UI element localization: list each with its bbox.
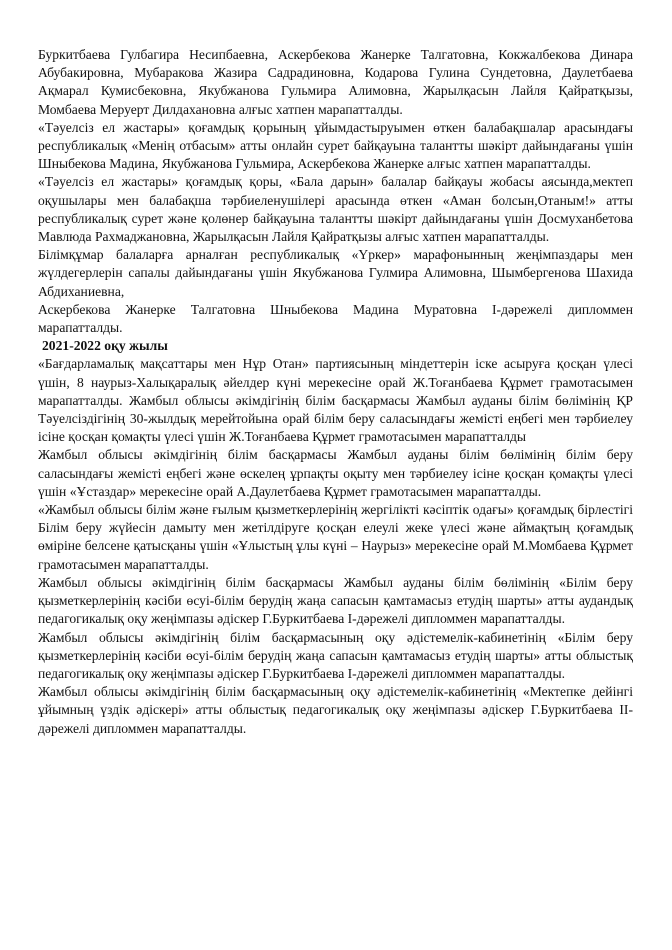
- award-paragraph: Білімқұмар балаларға арналған республикалық «Үркер» марафонынның жеңімпаздары мен жүлдегерлерін сапалы дайындағаны үшін Якубжанова Гулмира Алимовна, Шымбергенова Шахида Абдиханиевна,: [38, 247, 633, 299]
- award-paragraph: «Бағдарламалық мақсаттары мен Нұр Отан» партиясының міндеттерін іске асыруға қосқан үлесі үшін, 8 наурыз-Халықаралық әйелдер күні мерекесіне орай Ж.Тоғанбаева Құрмет грамотасымен марапатталды. Жамбыл облысы әкімдігінің білім басқармасы Жамбыл ауданы білім бөлімінің ҚР Тәуелсіздігінің 30-жылдық мерейтойына орай білім беру саласындағы жемісті еңбегі мен тәрбиелеу ісіне қосқан қомақты үлесі үшін Ж.Тоғанбаева Құрмет грамотасымен марапатталды: [38, 356, 633, 445]
- award-paragraph: Жамбыл облысы әкімдігінің білім басқармасы Жамбыл ауданы білім бөлімінің білім беру саласындағы жемісті еңбегі және өскелең ұрпақты оқыту мен тәрбиелеу ісіне қосқан қомақты үлесі үшін «Ұстаздар» мерекесіне орай А.Даулетбаева Құрмет грамотасымен марапатталды.: [38, 447, 633, 499]
- award-paragraph: «Тәуелсіз ел жастары» қоғамдық қоры, «Бала дарын» балалар байқауы жобасы аясында,мектеп оқушылары мен балабақша тәрбиеленушілері арасында өткен «Аман болсын,Отаным!» атты республикалық сурет және қолөнер байқауына талантты шәкірт дайындағаны үшін Досмуханбетова Мавлюда Рахмаджановна, Жарылқасын Лайля Қайратқызы алғыс хатпен марапатталды.: [38, 174, 633, 245]
- year-heading: 2021-2022 оқу жылы: [42, 338, 168, 354]
- award-paragraph: Жамбыл облысы әкімдігінің білім басқармасының оқу әдістемелік-кабинетінің «Білім беру қызметкерлерінің кәсіби өсуі-білім берудің жаңа сапасын қамтамасыз етудің шарты» атты облыстық педагогикалық оқу жеңімпазы әдіскер Г.Буркитбаева І-дәрежелі дипломмен марапатталды.: [38, 629, 633, 681]
- award-paragraph: «Жамбыл облысы білім және ғылым қызметкерлерінің жергілікті кәсіптік одағы» қоғамдық бірлестігі Білім беру жүйесін дамыту мен жетілдіруге қосқан елеулі жеке үлесі және аймақтың қоғамдық өміріне белсене қатысқаны үшін «Ұлыстың ұлы күні – Наурыз» мерекесіне орай М.Момбаева Құрмет грамотасымен марапатталды.: [38, 502, 633, 572]
- award-paragraph: Жамбыл облысы әкімдігінің білім басқармасының оқу әдістемелік-кабинетінің «Мектепке дейінгі ұйымның үздік әдіскері» атты облыстық педагогикалық оқу жеңімпазы әдіскер Г.Буркитбаева ІІ-дәрежелі дипломмен марапатталды.: [38, 684, 633, 736]
- award-paragraph: Жамбыл облысы әкімдігінің білім басқармасы Жамбыл ауданы білім бөлімінің «Білім беру қызметкерлерінің кәсіби өсуі-білім берудің жаңа сапасын қамтамасыз етудің шарты» атты аудандық педагогикалық оқу жеңімпазы әдіскер Г.Буркитбаева І-дәрежелі дипломмен марапатталды.: [38, 574, 633, 627]
- award-paragraph: Буркитбаева Гулбагира Несипбаевна, Аскербекова Жанерке Талгатовна, Кокжалбекова Динара Абубакировна, Мубаракова Жазира Садрадиновна, Кодарова Гулина Сундетовна, Даулетбаева Ақмарал Кумисбековна, Якубжанова Гульмира Алимовна, Жарылқасын Лайля Қайратқызы, Момбаева Меруерт Дилдахановна алғыс хатпен марапатталды.: [38, 47, 633, 117]
- award-paragraph: Аскербекова Жанерке Талгатовна Шныбекова Мадина Муратовна І-дәрежелі дипломмен марапатталды.: [38, 301, 633, 336]
- award-paragraph: «Тәуелсіз ел жастары» қоғамдық қорының ұйымдастыруымен өткен балабақшалар арасындағы республикалық «Менің отбасым» атты онлайн сурет байқауына талантты шәкірт дайындағаны үшін Шныбекова Мадина, Якубжанова Гульмира, Аскербекова Жанерке алғыс хатпен марапатталды.: [38, 119, 633, 172]
- document-page: [38, 46, 633, 738]
